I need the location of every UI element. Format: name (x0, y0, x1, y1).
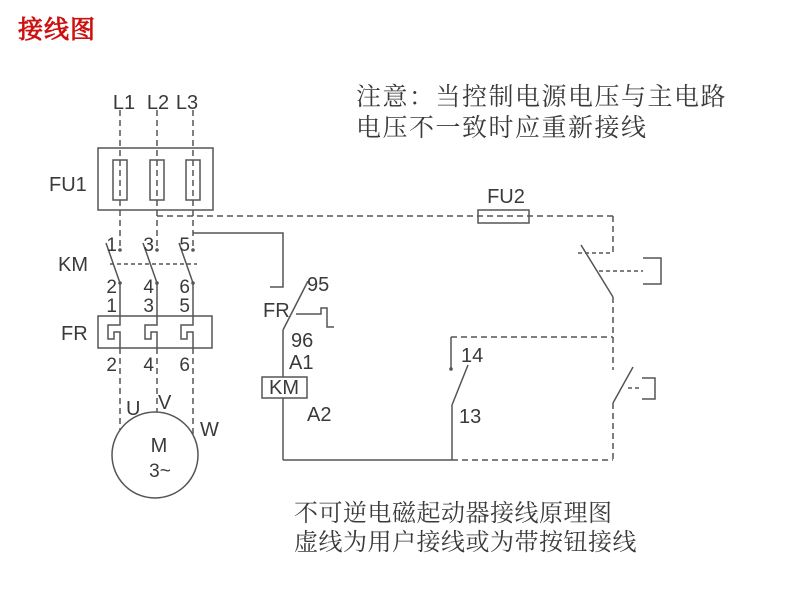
fr-heater-element-3 (181, 316, 193, 348)
label-km-t4: 4 (143, 277, 154, 298)
label-fr-95: 95 (307, 274, 330, 296)
terminal-dot-14 (449, 367, 453, 371)
label-fu1: FU1 (49, 174, 87, 196)
label-fr-main: FR (61, 323, 88, 345)
caption-line-1: 不可逆电磁起动器接线原理图 (294, 500, 613, 527)
label-coil-a1: A1 (289, 352, 314, 374)
label-motor-w: W (200, 419, 219, 441)
fr-test-lever (296, 308, 334, 327)
label-km-t1: 1 (106, 235, 117, 256)
terminal-dot-1 (118, 248, 122, 252)
label-aux-14: 14 (461, 345, 484, 367)
caption-line-2: 虚线为用户接线或为带按钮接线 (294, 529, 637, 556)
label-motor-m: M (150, 435, 168, 457)
label-motor-type: 3~ (149, 461, 171, 482)
caption-text (294, 499, 637, 557)
label-fu2: FU2 (487, 186, 525, 208)
label-km-t6: 6 (179, 277, 190, 298)
label-l2: L2 (146, 92, 170, 114)
label-fr-t6: 6 (179, 355, 190, 376)
label-fr-t3: 3 (143, 296, 154, 317)
page-title: 接线图 (18, 16, 97, 44)
note-line-2: 电压不一致时应重新接线 (356, 114, 648, 142)
km-aux-contact (452, 365, 468, 405)
label-km-coil: KM (269, 377, 299, 399)
label-fr-t5: 5 (179, 296, 190, 317)
note-line-1: 注意：当控制电源电压与主电路 (356, 83, 728, 111)
label-km-t5: 5 (179, 235, 190, 256)
label-motor-v: V (158, 392, 172, 414)
label-fr-t4: 4 (143, 355, 154, 376)
control-circuit (157, 210, 661, 460)
label-l3: L3 (175, 92, 199, 114)
label-coil-a2: A2 (307, 404, 332, 426)
terminal-dot-3 (155, 248, 159, 252)
start-button-no-contact (613, 367, 633, 403)
label-km-main: KM (58, 254, 88, 276)
control-tap-wire (193, 233, 283, 287)
fr-heater-element-2 (145, 316, 157, 348)
stop-button-head (643, 258, 661, 284)
label-fr-96: 96 (291, 330, 314, 352)
label-aux-13: 13 (459, 406, 482, 428)
fr-heater-element-1 (108, 316, 120, 348)
label-km-t3: 3 (143, 235, 154, 256)
label-fr-t1: 1 (106, 296, 117, 317)
label-km-t2: 2 (106, 277, 117, 298)
label-motor-u: U (126, 398, 141, 420)
label-l1: L1 (112, 92, 136, 114)
label-fr-t2: 2 (106, 355, 117, 376)
start-button-head (642, 378, 655, 399)
label-fr-aux: FR (263, 300, 290, 322)
terminal-dot-5 (191, 248, 195, 252)
